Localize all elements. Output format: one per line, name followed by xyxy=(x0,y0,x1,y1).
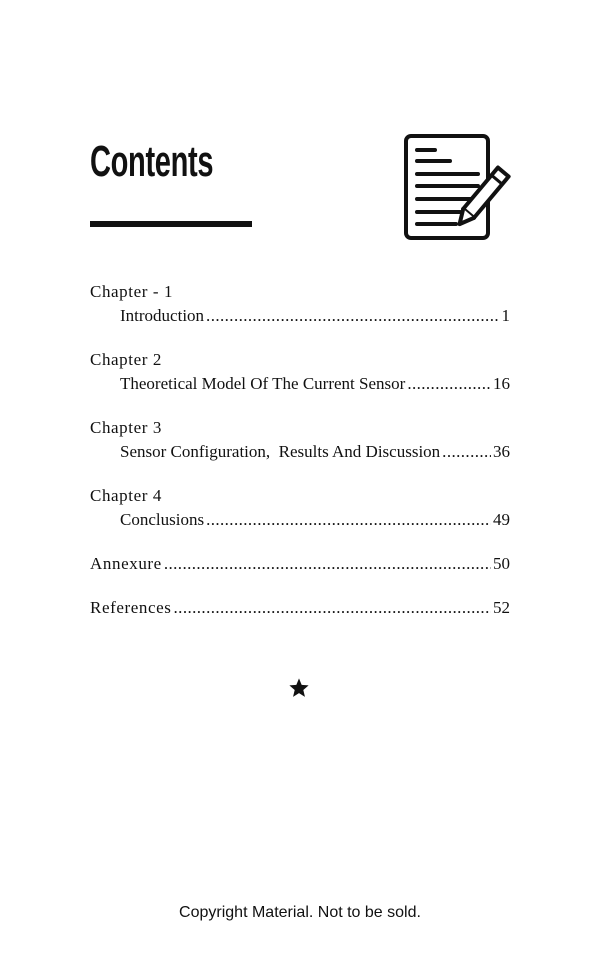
copyright-notice: Copyright Material. Not to be sold. xyxy=(179,904,421,921)
dot-leader xyxy=(174,596,491,620)
entry-title: Sensor Configuration, Results And Discussion xyxy=(120,442,441,461)
chapter-heading: Chapter 4 xyxy=(90,486,162,505)
page-number: 49 xyxy=(493,510,510,529)
table-of-contents xyxy=(90,280,510,640)
page-title: Contents xyxy=(90,137,214,186)
entry-title: Theoretical Model Of The Current Sensor xyxy=(120,374,406,393)
dot-leader xyxy=(164,552,491,576)
entry-title: Conclusions xyxy=(120,510,205,529)
toc-chapter-4 xyxy=(90,484,510,532)
entry-title: References xyxy=(90,598,172,617)
chapter-heading: Chapter - 1 xyxy=(90,282,174,301)
toc-entry-conclusions xyxy=(90,508,510,532)
dot-leader xyxy=(442,440,491,464)
chapter-heading: Chapter 2 xyxy=(90,350,162,369)
page-number: 50 xyxy=(493,554,510,573)
dot-leader xyxy=(407,372,491,396)
page-number: 36 xyxy=(493,442,510,461)
toc-chapter-3 xyxy=(90,416,510,464)
page-number: 1 xyxy=(501,306,510,325)
toc-entry-sensor-configuration xyxy=(90,440,510,464)
entry-title: Annexure xyxy=(90,554,162,573)
toc-chapter-2 xyxy=(90,348,510,396)
toc-entry-introduction xyxy=(90,304,510,328)
chapter-heading: Chapter 3 xyxy=(90,418,162,437)
star-icon xyxy=(288,677,310,699)
toc-entry-theoretical-model xyxy=(90,372,510,396)
page-number: 16 xyxy=(493,374,510,393)
toc-entry-annexure xyxy=(90,552,510,576)
page-number: 52 xyxy=(493,598,510,617)
title-underline xyxy=(90,221,252,227)
dot-leader xyxy=(206,304,499,328)
document-with-pencil-icon xyxy=(402,133,514,243)
toc-chapter-1 xyxy=(90,280,510,328)
toc-entry-references xyxy=(90,596,510,620)
dot-leader xyxy=(206,508,491,532)
entry-title: Introduction xyxy=(120,306,205,325)
